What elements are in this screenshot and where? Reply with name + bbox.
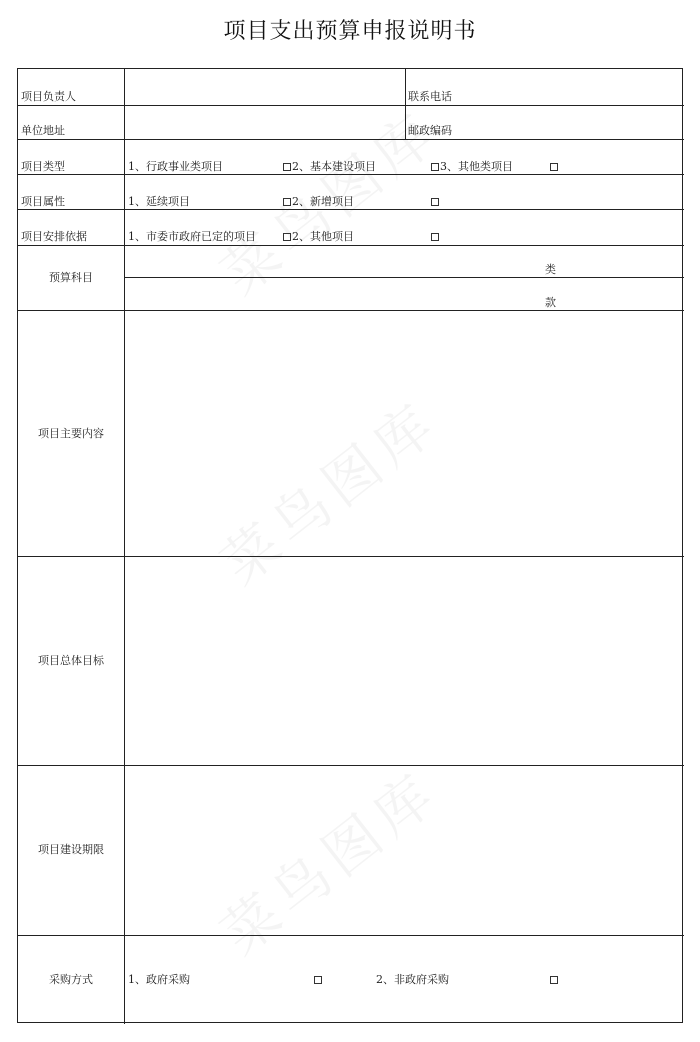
overall-goal-label: 项目总体目标 [38,654,104,667]
procure-option-1-label: 1、政府采购 [128,973,190,986]
budget-section-label: 款 [545,296,556,309]
arrangement-basis-label: 项目安排依据 [21,230,87,243]
attr-option-1-checkbox[interactable] [283,198,291,206]
attr-option-2-checkbox[interactable] [431,198,439,206]
basis-option-1-label: 1、市委市政府已定的项目 [128,230,256,243]
project-leader-label: 项目负责人 [21,90,76,103]
unit-address-input[interactable] [126,107,402,137]
budget-subject-label: 预算科目 [49,271,93,284]
contact-phone-label: 联系电话 [408,90,452,103]
procure-option-2-label: 2、非政府采购 [376,973,449,986]
type-option-2-label: 2、基本建设项目 [292,160,376,173]
unit-address-label: 单位地址 [21,124,65,137]
project-attribute-label: 项目属性 [21,195,65,208]
budget-section-input[interactable] [126,279,536,308]
main-content-label: 项目主要内容 [38,427,104,440]
attr-option-1-label: 1、延续项目 [128,195,190,208]
construction-period-textarea[interactable] [126,767,682,933]
overall-goal-textarea[interactable] [126,558,682,763]
main-content-textarea[interactable] [126,312,682,554]
procure-option-2-checkbox[interactable] [550,976,558,984]
type-option-3-label: 3、其他类项目 [440,160,513,173]
procure-option-1-checkbox[interactable] [314,976,322,984]
postal-code-label: 邮政编码 [408,124,452,137]
page-title: 项目支出预算申报说明书 [223,19,477,44]
attr-option-2-label: 2、新增项目 [292,195,354,208]
type-option-3-checkbox[interactable] [550,163,558,171]
basis-option-2-checkbox[interactable] [431,233,439,241]
form-table [17,68,683,1023]
project-leader-input[interactable] [126,71,402,103]
basis-option-2-label: 2、其他项目 [292,230,354,243]
construction-period-label: 项目建设期限 [38,843,104,856]
project-type-label: 项目类型 [21,160,65,173]
basis-option-1-checkbox[interactable] [283,233,291,241]
procurement-method-label: 采购方式 [49,973,93,986]
type-option-1-checkbox[interactable] [283,163,291,171]
contact-phone-input[interactable] [488,71,678,103]
budget-category-input[interactable] [126,247,536,276]
postal-code-input[interactable] [488,107,678,137]
type-option-2-checkbox[interactable] [431,163,439,171]
budget-category-label: 类 [545,263,556,276]
type-option-1-label: 1、行政事业类项目 [128,160,223,173]
